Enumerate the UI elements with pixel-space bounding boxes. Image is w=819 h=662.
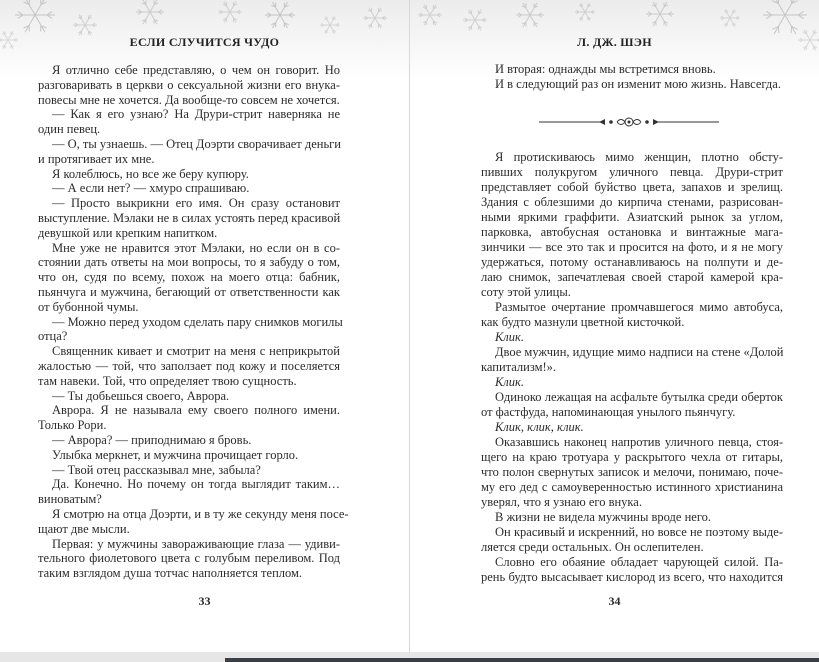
page-number: 33 <box>198 594 211 608</box>
text-line: и протягивает их мне. <box>38 151 155 166</box>
text-line: девушкой или крепким напитком. <box>38 225 218 240</box>
text-line: Клик. <box>495 375 524 389</box>
text-line: как будто мазнули цветной кисточкой. <box>481 315 685 329</box>
text-line: щего на краю тротуара у раскрытого чехла от гитары, <box>481 450 783 464</box>
text-line: удержаться, потому останавливаюсь на полпути и де- <box>481 255 783 269</box>
text-line: Я смотрю на отца Доэрти, и в ту же секунду меня посе- <box>52 506 349 521</box>
text-line: рень будто высасывает кислород из всего, что находится <box>481 570 783 584</box>
text-line: что он, судя по всему, похож на моего отца: бабник, <box>38 270 340 285</box>
right-page-text <box>481 150 783 585</box>
text-line: Он красивый и искренний, но вовсе не поэтому выде- <box>495 525 783 539</box>
text-line: — О, ты узнаешь. — Отец Доэрти сворачивает деньги <box>52 136 341 151</box>
text-line: Священник кивает и смотрит на меня с неприкрытой <box>52 344 340 359</box>
text-line: парковка, автобусная остановка и винтажные мага- <box>481 225 783 239</box>
text-line: Клик. <box>495 330 524 344</box>
text-line: — Просто выкрикни его имя. Он сразу остановит <box>52 196 340 211</box>
text-line: Я отлично себе представляю, о чем он говорит. Но <box>52 63 340 77</box>
text-line: — А если нет? — хмуро спрашиваю. <box>52 181 250 196</box>
text-line: И в следующий раз он изменит мою жизнь. Навсегда. <box>495 76 781 91</box>
text-line: что полон свернутых записок и мелочи, понимаю, поче- <box>481 465 783 479</box>
text-line: Клик, клик, клик. <box>495 420 584 434</box>
text-line: жалостью — той, что заползает под кожу и поселяется <box>38 358 340 373</box>
viewer-toolbar-edge <box>225 658 819 662</box>
text-line: отца? <box>38 329 68 344</box>
text-line: Улыбка меркнет, и мужчина прочищает горло. <box>52 447 299 462</box>
section-divider-ornament <box>539 115 719 129</box>
text-line: пивших полукругом уличного певца. Друри-стрит <box>481 165 783 179</box>
text-line: Двое мужчин, идущие мимо надписи на стене «Долой <box>495 345 784 359</box>
text-line: Я протискиваюсь мимо женщин, плотно обсту- <box>495 150 783 164</box>
text-line: — Ты добьешься своего, Аврора. <box>52 388 230 403</box>
text-line: зинчики — все это так и просится на фото, и я не могу <box>481 240 783 254</box>
text-line: Да. Конечно. Но почему он тогда выглядит таким… <box>52 477 340 492</box>
running-head-title: ЕСЛИ СЛУЧИТСЯ ЧУДО <box>129 35 280 49</box>
text-line: — Как я его узнаю? На Друри-стрит наверняка не <box>52 107 340 122</box>
text-line: один певец. <box>38 122 101 137</box>
text-line: В жизни не видела мужчины вроде него. <box>495 510 712 524</box>
text-line: Аврора. Я не называла ему своего полного имени. <box>52 403 340 418</box>
text-line: выступление. Мэлаки не в силах устоять перед красивой <box>38 210 341 225</box>
text-line: ными яркими граффити. Азиатский рынок за углом, <box>481 210 783 224</box>
right-page <box>410 0 819 652</box>
text-line: повесы мне не хочется. Да вообще-то совсем не хочется. <box>38 92 340 107</box>
text-line: — Твой отец рассказывал мне, забыла? <box>52 462 261 477</box>
text-line: там навеки. Той, что определяет твою сущность. <box>38 373 297 388</box>
text-line: Оказавшись наконец напротив уличного певца, стоя- <box>495 435 783 449</box>
running-head-author: Л. ДЖ. ШЭН <box>577 35 652 49</box>
text-line: Я колеблюсь, но все же беру купюру. <box>52 166 249 181</box>
text-line: виноватым? <box>38 492 102 507</box>
left-page <box>0 0 410 652</box>
text-line: от бубонной чумы. <box>38 299 139 314</box>
text-line: пьянчуга и мужчина, бегающий от ответственности как <box>38 284 340 299</box>
text-line: соту этой улицы. <box>481 285 571 299</box>
text-line: — Аврора? — приподнимаю я бровь. <box>52 432 252 447</box>
text-line: от фастфуда, напоминающая унылого пьянчугу. <box>481 405 736 419</box>
text-line: разговаривать в церкви о сексуальной жизни его внука- <box>38 77 340 92</box>
text-line: Размытое очертание промчавшегося мимо автобуса, <box>495 300 783 314</box>
text-line: Здания с облезшими до кирпича стенами, разрисован- <box>481 195 783 209</box>
right-page-top-text <box>481 62 783 92</box>
text-line: капитализм!». <box>481 360 557 374</box>
text-line: таким взглядом душа тотчас наполняется теплом. <box>38 566 303 581</box>
text-line: И вторая: однажды мы встретимся вновь. <box>495 62 716 76</box>
text-line: Словно его обаяние обладает чарующей силой. Па- <box>495 555 783 569</box>
text-line: Одиноко лежащая на асфальте бутылка среди оберток <box>495 390 783 404</box>
viewer-bottom-edge <box>0 652 819 662</box>
text-line: Мне уже не нравится этот Мэлаки, но если он в со- <box>52 240 340 255</box>
text-line: му его дед с самоуверенностью истинного христианина <box>481 480 783 494</box>
left-page-text <box>38 63 349 581</box>
text-line: Первая: у мужчины завораживающие глаза — удиви- <box>52 536 340 551</box>
text-line: Только Рори. <box>38 418 107 433</box>
text-line: представляет собой буйство цвета, запахов и зрелищ. <box>481 180 783 194</box>
text-line: стоянии дать ответы на мои вопросы, то я забуду о том, <box>38 255 340 270</box>
text-line: уверял, что я узнаю его внука. <box>481 495 642 509</box>
text-line: — Можно перед уходом сделать пару снимков могилы <box>52 314 343 329</box>
text-line: ляется среди остальных. Он ослепителен. <box>481 540 704 554</box>
text-line: тельного фиолетового цвета с голубым переливом. Под <box>38 551 340 566</box>
text-line: лаю снимок, запечатлевая своей старой камерой кра- <box>481 270 783 284</box>
text-line: щают две мысли. <box>38 521 130 536</box>
page-number: 34 <box>608 594 621 608</box>
